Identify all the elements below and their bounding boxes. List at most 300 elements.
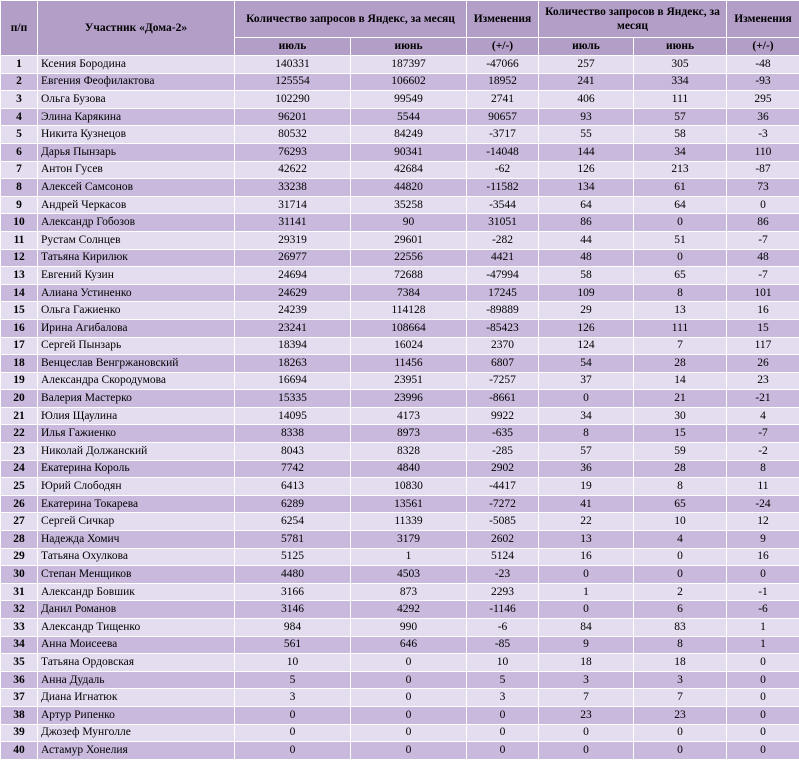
requests-change-cell: -3717 [467,126,539,144]
june-requests-2-cell: 111 [634,319,727,337]
july-requests-cell: 5125 [235,548,351,566]
june-requests-cell: 23951 [351,372,467,390]
june-requests-2-cell: 3 [634,671,727,689]
june-requests-2-cell: 13 [634,302,727,320]
table-row [1,56,799,74]
july-requests-2-cell: 0 [539,390,634,408]
requests-change-2-cell: 101 [727,284,799,302]
table-row [1,724,799,742]
participant-name-cell: Евгения Феофилактова [38,73,235,91]
requests-change-2-cell: 73 [727,179,799,197]
july-requests-2-cell: 126 [539,319,634,337]
june-requests-2-cell: 21 [634,390,727,408]
header-plus-minus-1: (+/-) [467,38,539,56]
july-requests-2-cell: 44 [539,231,634,249]
july-requests-cell: 80532 [235,126,351,144]
requests-change-cell: -85423 [467,319,539,337]
participant-name-cell: Алексей Самсонов [38,179,235,197]
row-number-cell: 28 [1,531,38,549]
requests-change-cell: 6807 [467,355,539,373]
july-requests-2-cell: 0 [539,724,634,742]
june-requests-2-cell: 59 [634,443,727,461]
june-requests-cell: 1 [351,548,467,566]
table-row [1,495,799,513]
requests-change-cell: 4421 [467,249,539,267]
requests-change-cell: -8661 [467,390,539,408]
requests-change-2-cell: 0 [727,566,799,584]
july-requests-cell: 14095 [235,407,351,425]
requests-change-2-cell: 1 [727,636,799,654]
row-number-cell: 35 [1,654,38,672]
july-requests-cell: 102290 [235,91,351,109]
july-requests-2-cell: 64 [539,196,634,214]
june-requests-cell: 10830 [351,478,467,496]
july-requests-cell: 31714 [235,196,351,214]
row-number-cell: 5 [1,126,38,144]
row-number-cell: 23 [1,443,38,461]
table-row [1,742,799,760]
requests-change-2-cell: 36 [727,108,799,126]
requests-change-cell: -285 [467,443,539,461]
july-requests-cell: 0 [235,724,351,742]
table-row [1,706,799,724]
requests-change-cell: 0 [467,742,539,760]
row-number-cell: 32 [1,601,38,619]
requests-change-2-cell: 110 [727,143,799,161]
june-requests-2-cell: 4 [634,531,727,549]
june-requests-2-cell: 0 [634,548,727,566]
table-row [1,126,799,144]
requests-change-2-cell: 1 [727,619,799,637]
june-requests-cell: 90 [351,214,467,232]
july-requests-2-cell: 0 [539,566,634,584]
july-requests-cell: 7742 [235,460,351,478]
header-plus-minus-2: (+/-) [727,38,799,56]
july-requests-2-cell: 134 [539,179,634,197]
june-requests-2-cell: 28 [634,355,727,373]
july-requests-cell: 0 [235,706,351,724]
june-requests-2-cell: 8 [634,478,727,496]
participant-name-cell: Никита Кузнецов [38,126,235,144]
july-requests-cell: 4480 [235,566,351,584]
row-number-cell: 38 [1,706,38,724]
june-requests-2-cell: 0 [634,214,727,232]
table-header [1,1,799,56]
june-requests-cell: 4173 [351,407,467,425]
requests-change-2-cell: -7 [727,267,799,285]
june-requests-2-cell: 8 [634,284,727,302]
requests-change-cell: -14048 [467,143,539,161]
july-requests-cell: 5 [235,671,351,689]
july-requests-2-cell: 37 [539,372,634,390]
june-requests-cell: 35258 [351,196,467,214]
requests-change-2-cell: 16 [727,548,799,566]
participant-name-cell: Татьяна Охулкова [38,548,235,566]
row-number-cell: 10 [1,214,38,232]
requests-change-2-cell: 0 [727,742,799,760]
requests-change-2-cell: 23 [727,372,799,390]
june-requests-2-cell: 61 [634,179,727,197]
requests-change-2-cell: 0 [727,654,799,672]
table-row [1,267,799,285]
requests-change-cell: 2370 [467,337,539,355]
june-requests-cell: 873 [351,583,467,601]
table-row [1,249,799,267]
july-requests-cell: 33238 [235,179,351,197]
row-number-cell: 6 [1,143,38,161]
july-requests-cell: 3166 [235,583,351,601]
requests-change-2-cell: 0 [727,724,799,742]
june-requests-2-cell: 30 [634,407,727,425]
july-requests-2-cell: 8 [539,425,634,443]
june-requests-2-cell: 8 [634,636,727,654]
participant-name-cell: Андрей Черкасов [38,196,235,214]
requests-change-2-cell: -3 [727,126,799,144]
row-number-cell: 1 [1,56,38,74]
july-requests-2-cell: 23 [539,706,634,724]
june-requests-cell: 646 [351,636,467,654]
requests-change-cell: 3 [467,689,539,707]
july-requests-2-cell: 0 [539,742,634,760]
june-requests-2-cell: 213 [634,161,727,179]
requests-change-cell: -23 [467,566,539,584]
june-requests-cell: 0 [351,724,467,742]
june-requests-cell: 84249 [351,126,467,144]
july-requests-2-cell: 41 [539,495,634,513]
june-requests-2-cell: 10 [634,513,727,531]
june-requests-cell: 11339 [351,513,467,531]
requests-change-cell: -7272 [467,495,539,513]
july-requests-2-cell: 55 [539,126,634,144]
july-requests-2-cell: 84 [539,619,634,637]
requests-change-2-cell: -6 [727,601,799,619]
requests-change-cell: 0 [467,706,539,724]
june-requests-cell: 0 [351,689,467,707]
july-requests-2-cell: 3 [539,671,634,689]
requests-change-cell: 5124 [467,548,539,566]
requests-change-cell: -85 [467,636,539,654]
requests-change-2-cell: -48 [727,56,799,74]
row-number-cell: 26 [1,495,38,513]
requests-change-cell: -7257 [467,372,539,390]
june-requests-2-cell: 34 [634,143,727,161]
table-row [1,407,799,425]
participant-name-cell: Екатерина Токарева [38,495,235,513]
requests-change-2-cell: -2 [727,443,799,461]
table-row [1,390,799,408]
june-requests-cell: 106602 [351,73,467,91]
july-requests-2-cell: 0 [539,601,634,619]
requests-change-cell: -47994 [467,267,539,285]
requests-change-2-cell: 295 [727,91,799,109]
participant-name-cell: Ирина Агибалова [38,319,235,337]
july-requests-cell: 24694 [235,267,351,285]
july-requests-2-cell: 34 [539,407,634,425]
participant-name-cell: Данил Романов [38,601,235,619]
june-requests-2-cell: 57 [634,108,727,126]
june-requests-2-cell: 0 [634,742,727,760]
participant-name-cell: Татьяна Кирилюк [38,249,235,267]
table-row [1,654,799,672]
june-requests-cell: 187397 [351,56,467,74]
row-number-cell: 20 [1,390,38,408]
participant-name-cell: Элина Карякина [38,108,235,126]
june-requests-2-cell: 28 [634,460,727,478]
participant-name-cell: Степан Менщиков [38,566,235,584]
july-requests-cell: 18263 [235,355,351,373]
row-number-cell: 22 [1,425,38,443]
requests-change-cell: 5 [467,671,539,689]
table-row [1,231,799,249]
july-requests-cell: 29319 [235,231,351,249]
table-row [1,671,799,689]
table-row [1,548,799,566]
july-requests-cell: 3146 [235,601,351,619]
participant-name-cell: Джозеф Мунголле [38,724,235,742]
requests-change-2-cell: 0 [727,706,799,724]
july-requests-cell: 8043 [235,443,351,461]
july-requests-2-cell: 126 [539,161,634,179]
row-number-cell: 36 [1,671,38,689]
june-requests-cell: 8973 [351,425,467,443]
requests-change-cell: -47066 [467,56,539,74]
table-row [1,478,799,496]
table-row [1,161,799,179]
table-row [1,601,799,619]
july-requests-2-cell: 19 [539,478,634,496]
participant-name-cell: Астамур Хонелия [38,742,235,760]
participant-name-cell: Диана Игнатюк [38,689,235,707]
june-requests-cell: 16024 [351,337,467,355]
row-number-cell: 39 [1,724,38,742]
row-number-cell: 30 [1,566,38,584]
header-requests-group-2: Количество запросов в Яндекс, за месяц [539,1,727,38]
row-number-cell: 9 [1,196,38,214]
july-requests-2-cell: 29 [539,302,634,320]
requests-change-cell: 17245 [467,284,539,302]
table-row [1,425,799,443]
june-requests-2-cell: 65 [634,267,727,285]
participant-name-cell: Надежда Хомич [38,531,235,549]
july-requests-cell: 24629 [235,284,351,302]
row-number-cell: 33 [1,619,38,637]
row-number-cell: 21 [1,407,38,425]
table-row [1,73,799,91]
table-row [1,372,799,390]
requests-change-cell: 10 [467,654,539,672]
requests-change-2-cell: 0 [727,196,799,214]
row-number-cell: 24 [1,460,38,478]
row-number-cell: 3 [1,91,38,109]
june-requests-2-cell: 18 [634,654,727,672]
july-requests-2-cell: 22 [539,513,634,531]
june-requests-cell: 7384 [351,284,467,302]
requests-change-2-cell: -1 [727,583,799,601]
header-july-2: июль [539,38,634,56]
header-participant: Участник «Дома-2» [38,1,235,56]
july-requests-cell: 31141 [235,214,351,232]
july-requests-cell: 5781 [235,531,351,549]
july-requests-cell: 140331 [235,56,351,74]
june-requests-cell: 11456 [351,355,467,373]
table-row [1,513,799,531]
requests-change-2-cell: -7 [727,231,799,249]
july-requests-cell: 125554 [235,73,351,91]
requests-change-cell: 2741 [467,91,539,109]
table-row [1,443,799,461]
requests-change-2-cell: 8 [727,460,799,478]
july-requests-cell: 6413 [235,478,351,496]
july-requests-2-cell: 1 [539,583,634,601]
june-requests-2-cell: 7 [634,337,727,355]
requests-change-2-cell: 4 [727,407,799,425]
table-row [1,108,799,126]
header-june-1: июнь [351,38,467,56]
july-requests-cell: 26977 [235,249,351,267]
june-requests-cell: 22556 [351,249,467,267]
july-requests-cell: 561 [235,636,351,654]
june-requests-2-cell: 0 [634,724,727,742]
header-change-2: Изменения [727,1,799,38]
june-requests-cell: 4503 [351,566,467,584]
june-requests-cell: 8328 [351,443,467,461]
participant-name-cell: Ксения Бородина [38,56,235,74]
participant-name-cell: Анна Моисеева [38,636,235,654]
june-requests-cell: 72688 [351,267,467,285]
table-row [1,214,799,232]
july-requests-cell: 6289 [235,495,351,513]
july-requests-2-cell: 86 [539,214,634,232]
row-number-cell: 8 [1,179,38,197]
row-number-cell: 37 [1,689,38,707]
june-requests-2-cell: 334 [634,73,727,91]
june-requests-2-cell: 23 [634,706,727,724]
row-number-cell: 18 [1,355,38,373]
requests-change-cell: -4417 [467,478,539,496]
requests-change-2-cell: 48 [727,249,799,267]
table-row [1,284,799,302]
participant-name-cell: Евгений Кузин [38,267,235,285]
participant-name-cell: Александр Бовшик [38,583,235,601]
header-july-1: июль [235,38,351,56]
requests-change-2-cell: 11 [727,478,799,496]
participant-name-cell: Анна Дудаль [38,671,235,689]
requests-change-cell: -1146 [467,601,539,619]
july-requests-2-cell: 58 [539,267,634,285]
table-row [1,337,799,355]
june-requests-cell: 23996 [351,390,467,408]
june-requests-cell: 990 [351,619,467,637]
june-requests-2-cell: 0 [634,249,727,267]
participant-name-cell: Юлия Щаулина [38,407,235,425]
row-number-cell: 25 [1,478,38,496]
requests-change-cell: 2902 [467,460,539,478]
participant-name-cell: Татьяна Ордовская [38,654,235,672]
participant-name-cell: Александра Скородумова [38,372,235,390]
july-requests-2-cell: 257 [539,56,634,74]
june-requests-cell: 29601 [351,231,467,249]
participant-name-cell: Александр Гобозов [38,214,235,232]
july-requests-2-cell: 144 [539,143,634,161]
table-row [1,531,799,549]
requests-change-cell: -635 [467,425,539,443]
requests-change-2-cell: -24 [727,495,799,513]
requests-change-2-cell: 16 [727,302,799,320]
july-requests-cell: 984 [235,619,351,637]
requests-change-cell: 2602 [467,531,539,549]
requests-change-cell: 2293 [467,583,539,601]
table-row [1,460,799,478]
june-requests-cell: 3179 [351,531,467,549]
june-requests-cell: 4840 [351,460,467,478]
requests-change-cell: -282 [467,231,539,249]
participant-name-cell: Ольга Бузова [38,91,235,109]
july-requests-2-cell: 16 [539,548,634,566]
row-number-cell: 12 [1,249,38,267]
requests-change-2-cell: -87 [727,161,799,179]
requests-change-2-cell: 12 [727,513,799,531]
july-requests-cell: 76293 [235,143,351,161]
table-row [1,302,799,320]
participant-name-cell: Сергей Пынзарь [38,337,235,355]
july-requests-cell: 3 [235,689,351,707]
july-requests-2-cell: 13 [539,531,634,549]
row-number-cell: 13 [1,267,38,285]
july-requests-2-cell: 93 [539,108,634,126]
requests-change-cell: -5085 [467,513,539,531]
row-number-cell: 7 [1,161,38,179]
requests-change-cell: 90657 [467,108,539,126]
row-number-cell: 34 [1,636,38,654]
row-number-cell: 40 [1,742,38,760]
june-requests-2-cell: 111 [634,91,727,109]
participant-name-cell: Алиана Устиненко [38,284,235,302]
requests-change-cell: -11582 [467,179,539,197]
june-requests-cell: 0 [351,742,467,760]
july-requests-cell: 24239 [235,302,351,320]
table-body [1,56,799,760]
june-requests-2-cell: 14 [634,372,727,390]
july-requests-cell: 6254 [235,513,351,531]
june-requests-cell: 0 [351,654,467,672]
requests-change-2-cell: 117 [727,337,799,355]
requests-change-2-cell: 15 [727,319,799,337]
requests-change-2-cell: -7 [727,425,799,443]
participant-name-cell: Илья Гажиенко [38,425,235,443]
row-number-cell: 11 [1,231,38,249]
july-requests-2-cell: 57 [539,443,634,461]
participant-name-cell: Антон Гусев [38,161,235,179]
row-number-cell: 14 [1,284,38,302]
participant-name-cell: Венцеслав Венгржановский [38,355,235,373]
june-requests-cell: 99549 [351,91,467,109]
july-requests-2-cell: 36 [539,460,634,478]
june-requests-2-cell: 7 [634,689,727,707]
july-requests-cell: 16694 [235,372,351,390]
july-requests-2-cell: 109 [539,284,634,302]
table-row [1,689,799,707]
july-requests-cell: 42622 [235,161,351,179]
requests-change-2-cell: 0 [727,671,799,689]
june-requests-cell: 44820 [351,179,467,197]
table-row [1,619,799,637]
june-requests-cell: 114128 [351,302,467,320]
july-requests-2-cell: 9 [539,636,634,654]
requests-change-2-cell: -93 [727,73,799,91]
june-requests-2-cell: 305 [634,56,727,74]
july-requests-2-cell: 18 [539,654,634,672]
header-requests-group-1: Количество запросов в Яндекс, за месяц [235,1,467,38]
